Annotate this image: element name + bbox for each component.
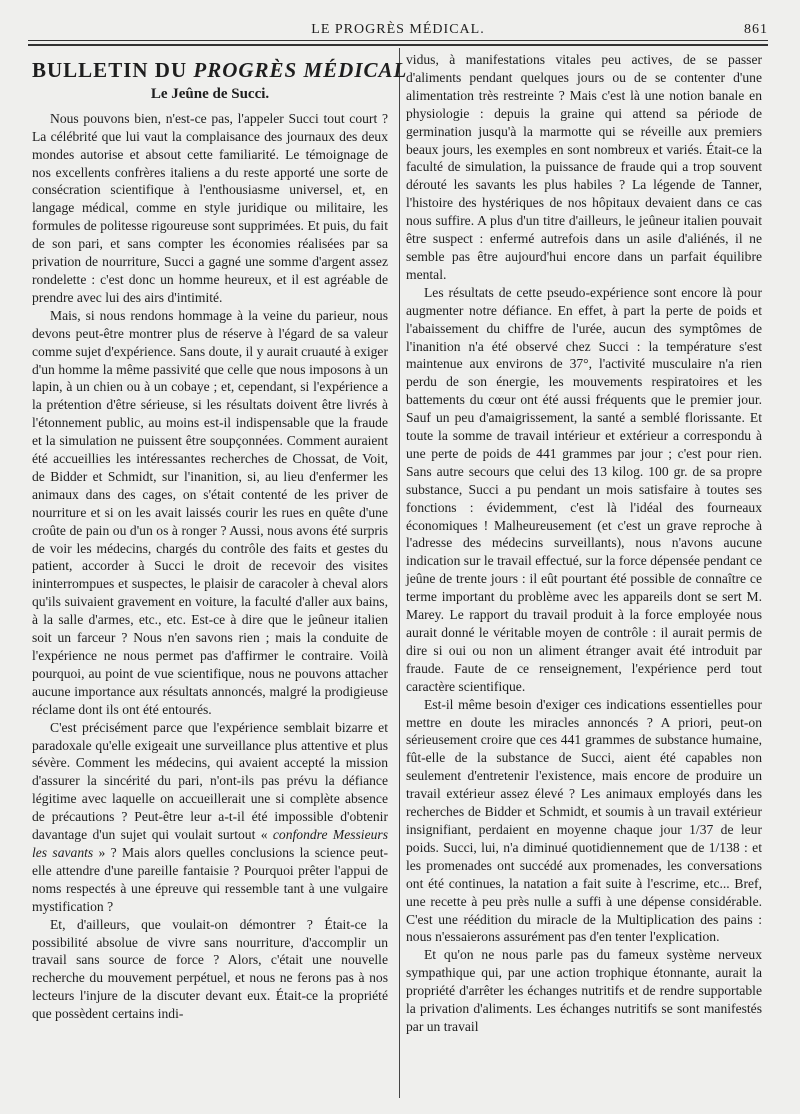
- article-title: Le Jeûne de Succi.: [150, 85, 270, 102]
- section-title-plain: BULLETIN DU: [32, 58, 194, 82]
- paragraph: vidus, à manifestations vitales peu actives, de se passer d'aliments pendant quelques jours ou de se contenter d'une alimentation très restreinte ? Mais c'est là une notion banale en physiologie : depuis la graine qui attend sa période de germination jusqu'à la marmotte qui se réveille aux premiers beaux jours, les exemples en sont nombreux et variés. Était-ce la faculté de simulation, la puissance de fraude qui a trop souvent dérouté les savants les plus habiles ? La légende de Tanner, l'histoire des hystériques de nos hôpitaux devaient dans ce cas nous suffire. A plus d'un titre d'ailleurs, le jeûneur italien pouvait être suspect : enfermé autrefois dans un asile d'aliénés, il ne semble pas être aujourd'hui encore dans un parfait équilibre mental.: [406, 52, 762, 282]
- paragraph-italic-quote: confondre Messieurs les savants: [32, 827, 388, 860]
- paragraph: Nous pouvons bien, n'est-ce pas, l'appeler Succi tout court ? La célébrité que lui vaut la complaisance des journaux des deux mondes autorise et absout cette familiarité. Le témoignage de nos excellents confrères italiens a du reste apporté une sorte de consécration scientifique à l'enthousiasme universel, et, en langage médical, comme en style juridique ou militaire, les formules de politesse rigoureuse sont supprimées. Et puis, du fait de son pari, et sans compter les économies réalisées par sa privation de nourriture, Succi a gagné une somme d'argent assez rondelette : c'est donc un homme heureux, et il est agréable de prendre avec lui des airs d'intimité.: [32, 110, 388, 305]
- paragraph: Et, d'ailleurs, que voulait-on démontrer ? Était-ce la possibilité absolue de vivre sans nourriture, d'accomplir un travail sans source de force ? Alors, c'était une nouvelle recherche du mouvement perpétuel, et nous ne ferons pas à nos lecteurs l'injure de la discuter devant eux. Était-ce la propriété que possèdent certains indi-: [32, 916, 388, 1022]
- paragraph: Les résultats de cette pseudo-expérience sont encore là pour augmenter notre défiance. En effet, à part la perte de poids et l'abaissement du chiffre de l'urée, aucun des symptômes de l'inanition n'a été observé chez Succi : la température s'est maintenue aux environs de 37°, l'activité musculaire n'a rien perdu de son énergie, les mouvements respiratoires et les battements du cœur ont été aussi fréquents que le premier jour. Sauf un peu d'amaigrissement, la santé a semblé florissante. Et toute la somme de travail intérieur et extérieur a correspondu à une perte de poids de 441 grammes par jour ; c'est pour rien. Sans autre secours que celui des 13 kilog. 100 gr. de sa propre substance, Succi a pu pendant un mois satisfaire à toutes ses fonctions : évidemment, c'est là l'idéal des fourneaux économiques ! Malheureusement (et c'est un grave reproche à l'adresse des médecins surveillants), nous n'avons aucune indication sur le travail effectué, sur la force dépensée pendant ce jeûne de trente jours : il eût pourtant été possible de connaître ce terme important du problème avec les appareils dont se sert M. Marey. Le rapport du travail produit à la force employée nous aurait donné le véritable moyen de contrôle : il aurait permis de dire si oui ou non un aliment étranger avait été introduit par fraude. Faute de ce renseignement, l'expérience perd tout caractère scientifique.: [406, 284, 762, 694]
- section-title-italic: PROGRÈS MÉDICAL: [193, 58, 408, 82]
- page-number: 861: [744, 22, 768, 37]
- left-column: [32, 56, 408, 1023]
- paragraph-text: » ? Mais alors quelles conclusions la science peut-elle attendre d'une pareille fantaisie ? Pourquoi prêter l'appui de noms respectés à une épreuve qui ressemble tant à une vulgaire mystification ?: [32, 844, 389, 914]
- header-rule: [28, 40, 768, 41]
- paragraph: [32, 719, 388, 916]
- paragraph: Mais, si nous rendons hommage à la veine du parieur, nous devons peut-être montrer plus de réserve à l'égard de sa valeur comme sujet d'expérience. Sans doute, il y aurait cruauté à exiger d'un homme la même passivité que celle que nous imposons à un lapin, à un chien ou à un cobaye ; et, cependant, si l'expérience a la prétention d'être sérieuse, si les résultats doivent être livrés à l'étonnement public, au moins est-il indispensable que la fraude et la simulation ne puissent être soupçonnées. Comment auraient été accueillies les intéressantes recherches de Chossat, de Voit, de Bidder et Schmidt, sur l'inanition, si, au lieu d'enfermer les animaux dans des cages, on s'était contenté de les priver de nourriture et si on les avait laissés courir les rues en quête d'une croûte de pain ou d'un os à ronger ? Aussi, nous avons été surpris de voir les médecins, chargés du contrôle des faits et gestes du patient, accorder à Succi le droit de recevoir des visites ininterrompues et suspectes, le plaisir de caracoler à cheval alors qu'ils suivaient gravement en voiture, la faculté d'aller aux bains, à la salle d'armes, etc., etc. Est-ce à dire que le jeûneur italien soit un farceur ? Nous n'en savons rien ; mais la conduite de l'expérience ne nous permet pas d'affirmer le contraire. Voilà pourquoi, au point de vue scientifique, nous ne pouvons attacher aucune importance aux résultats annoncés, malgré la prodigieuse réclame dont ils ont été entourés.: [32, 307, 388, 717]
- section-title: [32, 58, 408, 82]
- paragraph: Et qu'on ne nous parle pas du fameux système nerveux sympathique qui, par une action trophique étonnante, aurait la propriété d'arrêter les échanges nutritifs et de rendre supportable la privation d'aliments. Les échanges nutritifs se sont manifestés par un travail: [406, 947, 762, 1034]
- header-rule-double: [28, 44, 768, 46]
- running-title: LE PROGRÈS MÉDICAL.: [311, 22, 485, 37]
- paragraph: Est-il même besoin d'exiger ces indications essentielles pour mettre en doute les miracles annoncés ? A priori, peut-on sérieusement croire que ces 441 grammes de substance humaine, fût-elle de la substance de Succi, aient été capables non seulement d'entretenir l'existence, mais encore de produire un travail extérieur assez élevé ? Les animaux employés dans les recherches de Bidder et Schmidt, et soumis à un travail extérieur insignifiant, perdaient en moyenne chaque jour 1/37 de leur poids. Succi, lui, n'a diminué quotidiennement que de 1/138 : et les promenades ont succédé aux promenades, les conversations ont été continues, la natation a fait suite à l'escrime, etc... Bref, une recette à peu près nulle a suffi à une dépense considérable. C'est une réédition du miracle de la Multiplication des pains : nous n'essaierons assurément pas d'en tenter l'explication.: [406, 696, 762, 945]
- right-column: [406, 51, 762, 1036]
- paragraph-text: C'est précisément parce que l'expérience semblait bizarre et paradoxale qu'elle exigeait une surveillance plus attentive et plus sévère. Comment les médecins, qui avaient accepté la mission d'assurer la sincérité du pari, n'ont-ils pas prévu la défiance légitime avec laquelle on accueillerait une si complète absence de précautions ? Peut-être leur a-t-il été impossible d'obtenir davantage d'un sujet qui voulait surtout «: [32, 719, 388, 843]
- running-head: [28, 20, 768, 40]
- column-divider: [399, 48, 400, 1098]
